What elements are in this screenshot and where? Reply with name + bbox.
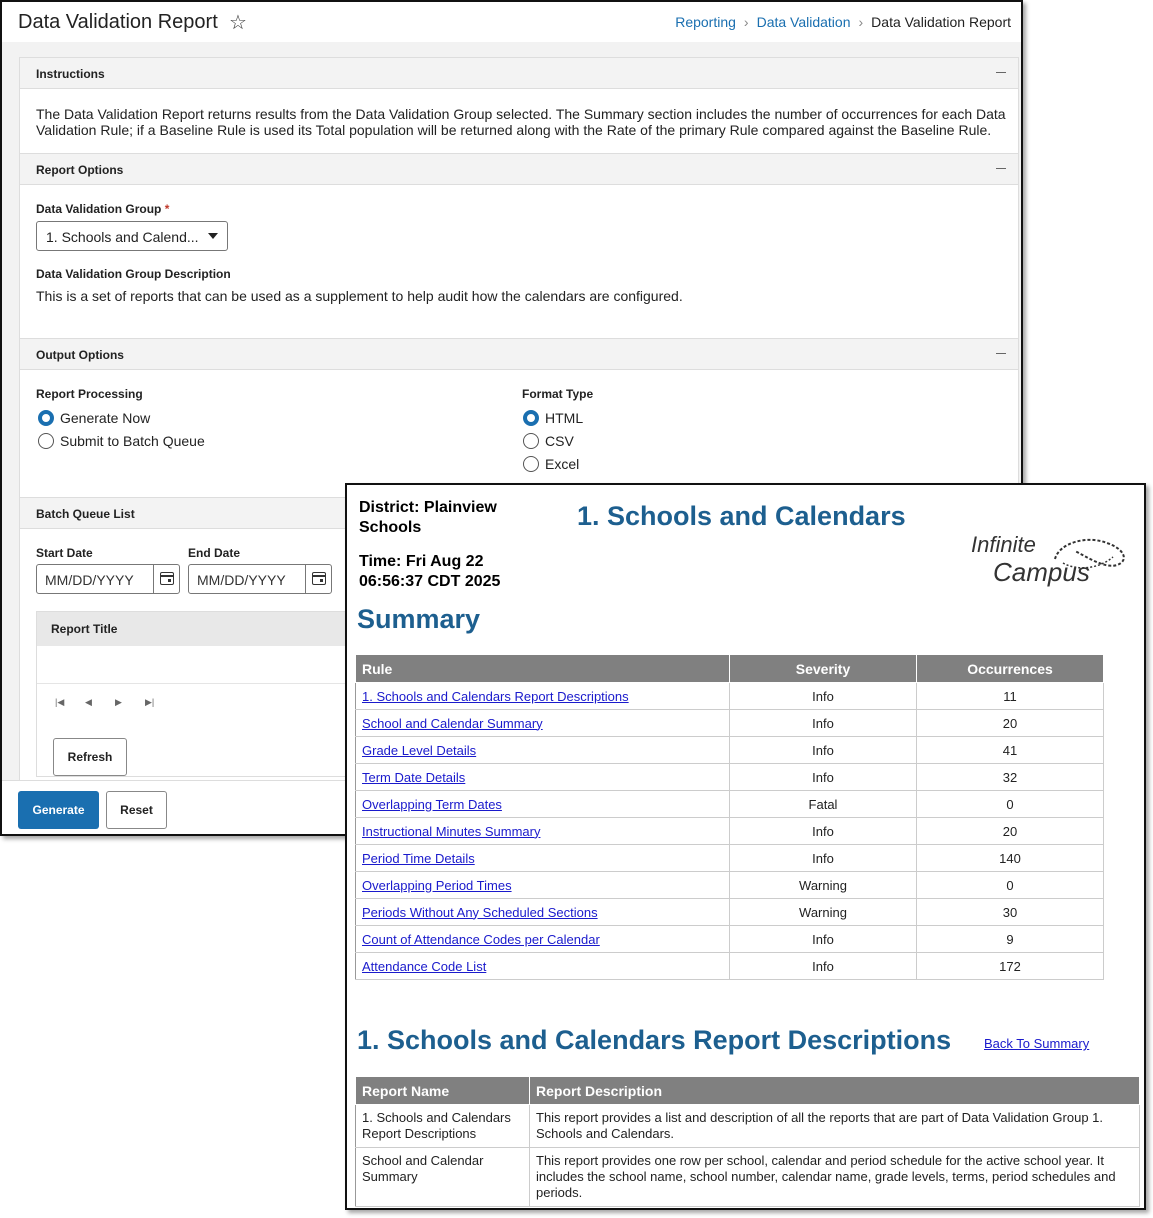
occurrences-cell: 20	[917, 818, 1104, 845]
grid-pager	[55, 697, 175, 708]
report-name-cell: School and Calendar Summary	[356, 1148, 530, 1207]
radio-label: Excel	[545, 456, 580, 472]
description-row	[356, 1148, 1140, 1207]
descriptions-table	[355, 1076, 1140, 1207]
summary-table	[355, 654, 1104, 980]
group-label-text: Data Validation Group	[36, 202, 162, 216]
occurrences-cell: 172	[917, 953, 1104, 980]
output-options-title: Output Options	[36, 348, 124, 362]
calendar-icon	[160, 572, 174, 585]
group-description-label: Data Validation Group Description	[36, 267, 231, 281]
severity-cell: Info	[730, 845, 917, 872]
collapse-icon[interactable]	[996, 168, 1006, 169]
rule-link[interactable]: Term Date Details	[362, 769, 466, 785]
summary-row	[356, 872, 1104, 899]
report-title-column: Report Title	[51, 622, 118, 636]
severity-cell: Info	[730, 818, 917, 845]
chevron-right-icon: ›	[858, 14, 864, 30]
rule-cell	[356, 845, 730, 872]
rule-cell	[356, 791, 730, 818]
end-date-picker-button[interactable]	[305, 565, 331, 593]
end-date-placeholder: MM/DD/YYYY	[197, 572, 286, 588]
radio-label: Generate Now	[60, 410, 151, 426]
summary-row	[356, 764, 1104, 791]
end-date-label: End Date	[188, 546, 241, 560]
logo-swirl-icon	[967, 521, 1137, 593]
breadcrumb-data-validation[interactable]: Data Validation	[756, 14, 851, 30]
batch-queue-title: Batch Queue List	[36, 507, 135, 521]
generate-button[interactable]: Generate	[18, 791, 99, 829]
breadcrumb-current: Data Validation Report	[871, 14, 1011, 30]
summary-row	[356, 899, 1104, 926]
summary-row	[356, 791, 1104, 818]
severity-cell: Fatal	[730, 791, 917, 818]
severity-cell: Warning	[730, 872, 917, 899]
occurrences-cell: 20	[917, 710, 1104, 737]
grid-header[interactable]	[37, 612, 375, 646]
group-select[interactable]	[36, 221, 228, 251]
occurrences-cell: 9	[917, 926, 1104, 953]
page-header	[2, 2, 1021, 42]
collapse-icon[interactable]	[996, 353, 1006, 354]
start-date-picker-button[interactable]	[153, 565, 179, 593]
grid-empty-row	[37, 646, 375, 684]
rule-link[interactable]: Attendance Code List	[362, 958, 487, 974]
rule-cell	[356, 818, 730, 845]
star-icon[interactable]: ☆	[229, 12, 247, 34]
chevron-right-icon: ›	[743, 14, 749, 30]
summary-row	[356, 683, 1104, 710]
radio-label: HTML	[545, 410, 584, 426]
rule-link[interactable]: Period Time Details	[362, 850, 475, 866]
breadcrumb-reporting[interactable]: Reporting	[675, 14, 736, 30]
rule-link[interactable]: Grade Level Details	[362, 742, 477, 758]
start-date-label: Start Date	[36, 546, 93, 560]
collapse-icon[interactable]	[996, 72, 1006, 73]
summary-title: Summary	[357, 604, 481, 634]
batch-queue-grid	[36, 611, 376, 777]
occurrences-column-header: Occurrences	[917, 655, 1104, 683]
summary-row	[356, 818, 1104, 845]
radio-unchecked-icon[interactable]	[523, 456, 539, 472]
summary-row	[356, 953, 1104, 980]
occurrences-cell: 140	[917, 845, 1104, 872]
occurrences-cell: 0	[917, 872, 1104, 899]
infinite-campus-logo	[967, 521, 1137, 593]
severity-column-header: Severity	[730, 655, 917, 683]
refresh-button[interactable]: Refresh	[53, 738, 127, 776]
logo-text-line2: Campus	[993, 557, 1090, 587]
report-name-cell: 1. Schools and Calendars Report Descriptions	[356, 1105, 530, 1148]
report-description-cell: This report provides a list and description of all the reports that are part of Data Validation Group 1. Schools and Calendars.	[530, 1105, 1140, 1148]
reset-button[interactable]: Reset	[106, 791, 167, 829]
group-description-text: This is a set of reports that can be used as a supplement to help audit how the calendars are configured.	[36, 288, 683, 304]
radio-unchecked-icon[interactable]	[523, 433, 539, 449]
instructions-header[interactable]	[20, 57, 1018, 89]
rule-cell	[356, 737, 730, 764]
required-mark: *	[164, 202, 170, 216]
rule-link[interactable]: School and Calendar Summary	[362, 715, 543, 731]
district-name: District: Plainview Schools	[359, 499, 497, 536]
last-page-icon[interactable]: ▶|	[145, 697, 155, 707]
occurrences-cell: 41	[917, 737, 1104, 764]
report-processing-label: Report Processing	[36, 387, 143, 401]
radio-unchecked-icon[interactable]	[38, 433, 54, 449]
page-title: Data Validation Report	[18, 11, 218, 33]
start-date-input[interactable]	[36, 564, 180, 594]
summary-row	[356, 710, 1104, 737]
rule-cell	[356, 872, 730, 899]
severity-cell: Info	[730, 953, 917, 980]
summary-row	[356, 737, 1104, 764]
severity-cell: Info	[730, 764, 917, 791]
severity-cell: Info	[730, 737, 917, 764]
breadcrumb	[675, 14, 1011, 30]
prev-page-icon[interactable]: ◀	[85, 697, 92, 707]
report-time: Time: Fri Aug 22 06:56:37 CDT 2025	[359, 553, 501, 590]
rule-cell	[356, 953, 730, 980]
report-title: 1. Schools and Calendars	[577, 501, 906, 531]
descriptions-title: 1. Schools and Calendars Report Descriptions	[357, 1025, 952, 1055]
output-options-header[interactable]	[20, 338, 1018, 370]
occurrences-cell: 32	[917, 764, 1104, 791]
descriptions-header-row	[356, 1077, 1140, 1105]
logo-text-line1: Infinite	[971, 532, 1036, 557]
instructions-title: Instructions	[36, 67, 105, 81]
rule-link[interactable]: Instructional Minutes Summary	[362, 823, 541, 839]
rule-cell	[356, 764, 730, 791]
format-type-label: Format Type	[522, 387, 594, 401]
radio-checked-icon[interactable]	[523, 410, 539, 426]
occurrences-cell: 0	[917, 791, 1104, 818]
summary-row	[356, 926, 1104, 953]
occurrences-cell: 30	[917, 899, 1104, 926]
severity-cell: Info	[730, 683, 917, 710]
report-options-title: Report Options	[36, 163, 124, 177]
radio-checked-icon[interactable]	[38, 410, 54, 426]
radio-label: Submit to Batch Queue	[60, 433, 205, 449]
report-description-cell: This report provides one row per school, calendar and period schedule for the active school year. It includes the school name, school number, calendar name, grade levels, terms, period schedules and periods.	[530, 1148, 1140, 1207]
rule-link[interactable]: Overlapping Term Dates	[362, 796, 502, 812]
summary-row	[356, 845, 1104, 872]
next-page-icon[interactable]: ▶	[115, 697, 122, 707]
rule-link[interactable]: 1. Schools and Calendars Report Descriptions	[362, 688, 629, 704]
back-to-summary-link[interactable]: Back To Summary	[984, 1036, 1090, 1051]
rule-cell	[356, 899, 730, 926]
rule-link[interactable]: Count of Attendance Codes per Calendar	[362, 931, 600, 947]
rule-cell	[356, 683, 730, 710]
severity-cell: Info	[730, 710, 917, 737]
report-options-header[interactable]	[20, 153, 1018, 185]
instructions-text: The Data Validation Report returns results from the Data Validation Group selected. The Summary section includes the number of occurrences for each Data Validation Rule; if a Baseline Rule is used its Total population will be returned along with the Rate of the primary Rule compared against the Baseline Rule.	[36, 106, 1006, 138]
group-select-value: 1. Schools and Calend...	[46, 229, 199, 245]
radio-label: CSV	[545, 433, 574, 449]
descriptions-body	[356, 1105, 1140, 1207]
rule-column-header: Rule	[356, 655, 730, 683]
rule-link[interactable]: Periods Without Any Scheduled Sections	[362, 904, 598, 920]
occurrences-cell: 11	[917, 683, 1104, 710]
report-name-column-header: Report Name	[356, 1077, 530, 1105]
rule-link[interactable]: Overlapping Period Times	[362, 877, 512, 893]
first-page-icon[interactable]: |◀	[55, 697, 65, 707]
calendar-icon	[312, 572, 326, 585]
end-date-input[interactable]	[188, 564, 332, 594]
caret-down-icon	[208, 233, 218, 239]
report-description-column-header: Report Description	[530, 1077, 1140, 1105]
start-date-placeholder: MM/DD/YYYY	[45, 572, 134, 588]
group-label	[36, 202, 169, 216]
description-row	[356, 1105, 1140, 1148]
severity-cell: Info	[730, 926, 917, 953]
summary-header-row	[356, 655, 1104, 683]
rule-cell	[356, 926, 730, 953]
summary-body	[356, 683, 1104, 980]
severity-cell: Warning	[730, 899, 917, 926]
report-output-window	[345, 483, 1146, 1210]
rule-cell	[356, 710, 730, 737]
